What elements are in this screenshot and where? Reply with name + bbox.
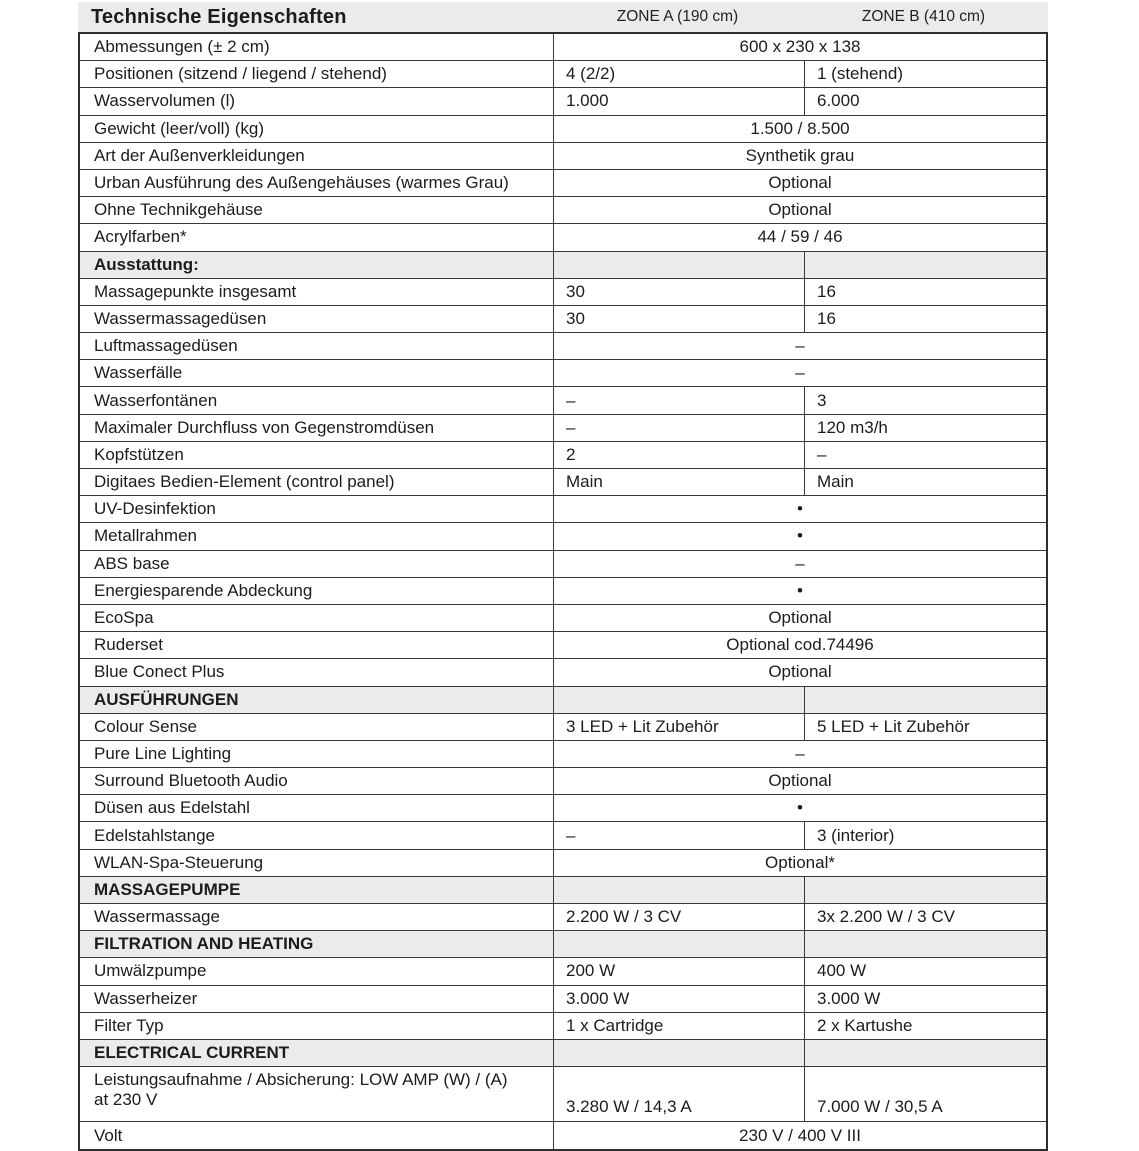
spec-label: Luftmassagedüsen [80, 333, 554, 360]
section-fill-zone-a [554, 687, 805, 714]
table-row [80, 714, 1046, 741]
spec-label: Wasserfontänen [80, 387, 554, 414]
table-row [80, 768, 1046, 795]
spec-label: Acrylfarben* [80, 224, 554, 251]
spec-label: ELECTRICAL CURRENT [80, 1040, 554, 1067]
table-row [80, 605, 1046, 632]
table-row [80, 496, 1046, 523]
spec-label: Maximaler Durchfluss von Gegenstromdüsen [80, 415, 554, 442]
table-row [80, 61, 1046, 88]
table-row [80, 1067, 1046, 1122]
spec-label: Massagepunkte insgesamt [80, 279, 554, 306]
table-row [80, 333, 1046, 360]
spec-value-zone-b: Main [805, 469, 1046, 496]
spec-value-zone-a: 3 LED + Lit Zubehör [554, 714, 805, 741]
section-fill-zone-a [554, 1040, 805, 1067]
table-row [80, 958, 1046, 985]
table-row [80, 632, 1046, 659]
table-row [80, 986, 1046, 1013]
spec-value-zone-a: 2 [554, 442, 805, 469]
table-row [80, 850, 1046, 877]
spec-label: MASSAGEPUMPE [80, 877, 554, 904]
spec-label: Surround Bluetooth Audio [80, 768, 554, 795]
spec-value-zone-b: 400 W [805, 958, 1046, 985]
spec-value-zone-b: 3 (interior) [805, 822, 1046, 849]
spec-value-zone-a: 30 [554, 279, 805, 306]
spec-value-zone-b: 6.000 [805, 88, 1046, 115]
spec-value-both-zones: 230 V / 400 V III [554, 1122, 1046, 1149]
spec-value-zone-b: 120 m3/h [805, 415, 1046, 442]
spec-label: Filter Typ [80, 1013, 554, 1040]
spec-label: Wassermassage [80, 904, 554, 931]
spec-value-zone-a: 200 W [554, 958, 805, 985]
table-row [80, 1013, 1046, 1040]
spec-value-both-zones: Optional [554, 659, 1046, 686]
spec-label: Art der Außenverkleidungen [80, 143, 554, 170]
spec-label: UV-Desinfektion [80, 496, 554, 523]
spec-label: Volt [80, 1122, 554, 1149]
section-row [80, 877, 1046, 904]
spec-label: Ausstattung: [80, 252, 554, 279]
table-row [80, 306, 1046, 333]
spec-label: Colour Sense [80, 714, 554, 741]
spec-value-both-zones: Optional* [554, 850, 1046, 877]
section-row [80, 1040, 1046, 1067]
section-row [80, 687, 1046, 714]
spec-label: Ruderset [80, 632, 554, 659]
spec-value-both-zones: Optional [554, 170, 1046, 197]
spec-value-both-zones: Optional cod.74496 [554, 632, 1046, 659]
spec-value-zone-b: 2 x Kartushe [805, 1013, 1046, 1040]
spec-value-zone-b: 3x 2.200 W / 3 CV [805, 904, 1046, 931]
table-title: Technische Eigenschaften [91, 5, 347, 28]
section-fill-zone-b [805, 687, 1046, 714]
spec-value-both-zones: – [554, 741, 1046, 768]
spec-label: Umwälzpumpe [80, 958, 554, 985]
spec-label: Wasserfälle [80, 360, 554, 387]
column-header-zone-a: ZONE A (190 cm) [616, 8, 739, 25]
section-row [80, 931, 1046, 958]
table-row [80, 795, 1046, 822]
spec-value-zone-a: 3.000 W [554, 986, 805, 1013]
spec-label: Blue Conect Plus [80, 659, 554, 686]
table-row [80, 523, 1046, 550]
spec-value-zone-a: 3.280 W / 14,3 A [554, 1067, 805, 1122]
spec-value-both-zones: 600 x 230 x 138 [554, 34, 1046, 61]
spec-value-zone-b: 5 LED + Lit Zubehör [805, 714, 1046, 741]
table-row [80, 659, 1046, 686]
section-fill-zone-a [554, 877, 805, 904]
spec-label: WLAN-Spa-Steuerung [80, 850, 554, 877]
table-body [78, 32, 1048, 1151]
spec-value-both-zones: 44 / 59 / 46 [554, 224, 1046, 251]
table-row [80, 279, 1046, 306]
section-row [80, 252, 1046, 279]
section-fill-zone-a [554, 931, 805, 958]
spec-value-zone-a: 1.000 [554, 88, 805, 115]
spec-value-both-zones: – [554, 360, 1046, 387]
spec-label: Edelstahlstange [80, 822, 554, 849]
spec-table [78, 2, 1048, 1151]
spec-value-zone-b: 7.000 W / 30,5 A [805, 1067, 1046, 1122]
spec-label: Ohne Technikgehäuse [80, 197, 554, 224]
spec-value-zone-a: – [554, 387, 805, 414]
section-fill-zone-a [554, 252, 805, 279]
spec-label: Düsen aus Edelstahl [80, 795, 554, 822]
spec-value-zone-a: 30 [554, 306, 805, 333]
table-row [80, 741, 1046, 768]
spec-value-both-zones: – [554, 333, 1046, 360]
table-row [80, 34, 1046, 61]
table-row [80, 197, 1046, 224]
spec-label: AUSFÜHRUNGEN [80, 687, 554, 714]
spec-value-zone-a: 4 (2/2) [554, 61, 805, 88]
table-header-row [78, 2, 1048, 32]
spec-value-zone-b: 16 [805, 306, 1046, 333]
spec-label: Energiesparende Abdeckung [80, 578, 554, 605]
spec-label: Abmessungen (± 2 cm) [80, 34, 554, 61]
spec-label: Positionen (sitzend / liegend / stehend) [80, 61, 554, 88]
spec-value-both-zones: 1.500 / 8.500 [554, 116, 1046, 143]
table-row [80, 224, 1046, 251]
spec-value-zone-a: 1 x Cartridge [554, 1013, 805, 1040]
spec-label: ABS base [80, 551, 554, 578]
spec-value-zone-b: 3.000 W [805, 986, 1046, 1013]
table-row [80, 360, 1046, 387]
spec-value-zone-b: – [805, 442, 1046, 469]
spec-value-zone-b: 1 (stehend) [805, 61, 1046, 88]
table-row [80, 442, 1046, 469]
spec-value-zone-b: 3 [805, 387, 1046, 414]
table-row [80, 904, 1046, 931]
spec-value-both-zones: Optional [554, 768, 1046, 795]
spec-value-zone-a: – [554, 822, 805, 849]
spec-label: Gewicht (leer/voll) (kg) [80, 116, 554, 143]
spec-label: Digitaes Bedien-Element (control panel) [80, 469, 554, 496]
table-row [80, 578, 1046, 605]
spec-value-both-zones: Synthetik grau [554, 143, 1046, 170]
spec-label: Wasservolumen (l) [80, 88, 554, 115]
spec-value-both-zones: – [554, 551, 1046, 578]
table-row [80, 469, 1046, 496]
spec-label: FILTRATION AND HEATING [80, 931, 554, 958]
section-fill-zone-b [805, 877, 1046, 904]
spec-value-zone-b: 16 [805, 279, 1046, 306]
column-header-zone-b: ZONE B (410 cm) [861, 8, 986, 25]
spec-value-both-zones: • [554, 578, 1046, 605]
table-row [80, 170, 1046, 197]
table-row [80, 116, 1046, 143]
spec-label: Metallrahmen [80, 523, 554, 550]
spec-value-zone-a: 2.200 W / 3 CV [554, 904, 805, 931]
spec-label: Urban Ausführung des Außengehäuses (warmes Grau) [80, 170, 554, 197]
table-row [80, 387, 1046, 414]
table-row [80, 88, 1046, 115]
spec-label: Wassermassagedüsen [80, 306, 554, 333]
spec-value-both-zones: • [554, 496, 1046, 523]
section-fill-zone-b [805, 1040, 1046, 1067]
spec-value-both-zones: • [554, 795, 1046, 822]
section-fill-zone-b [805, 252, 1046, 279]
spec-label: Leistungsaufnahme / Absicherung: LOW AMP (W) / (A) at 230 V [80, 1067, 554, 1122]
spec-label: EcoSpa [80, 605, 554, 632]
spec-value-zone-a: – [554, 415, 805, 442]
table-row [80, 415, 1046, 442]
spec-label: Kopfstützen [80, 442, 554, 469]
table-row [80, 1122, 1046, 1149]
spec-label: Pure Line Lighting [80, 741, 554, 768]
table-row [80, 143, 1046, 170]
table-row [80, 822, 1046, 849]
spec-value-zone-a: Main [554, 469, 805, 496]
spec-value-both-zones: • [554, 523, 1046, 550]
table-row [80, 551, 1046, 578]
spec-value-both-zones: Optional [554, 605, 1046, 632]
section-fill-zone-b [805, 931, 1046, 958]
spec-value-both-zones: Optional [554, 197, 1046, 224]
spec-label: Wasserheizer [80, 986, 554, 1013]
